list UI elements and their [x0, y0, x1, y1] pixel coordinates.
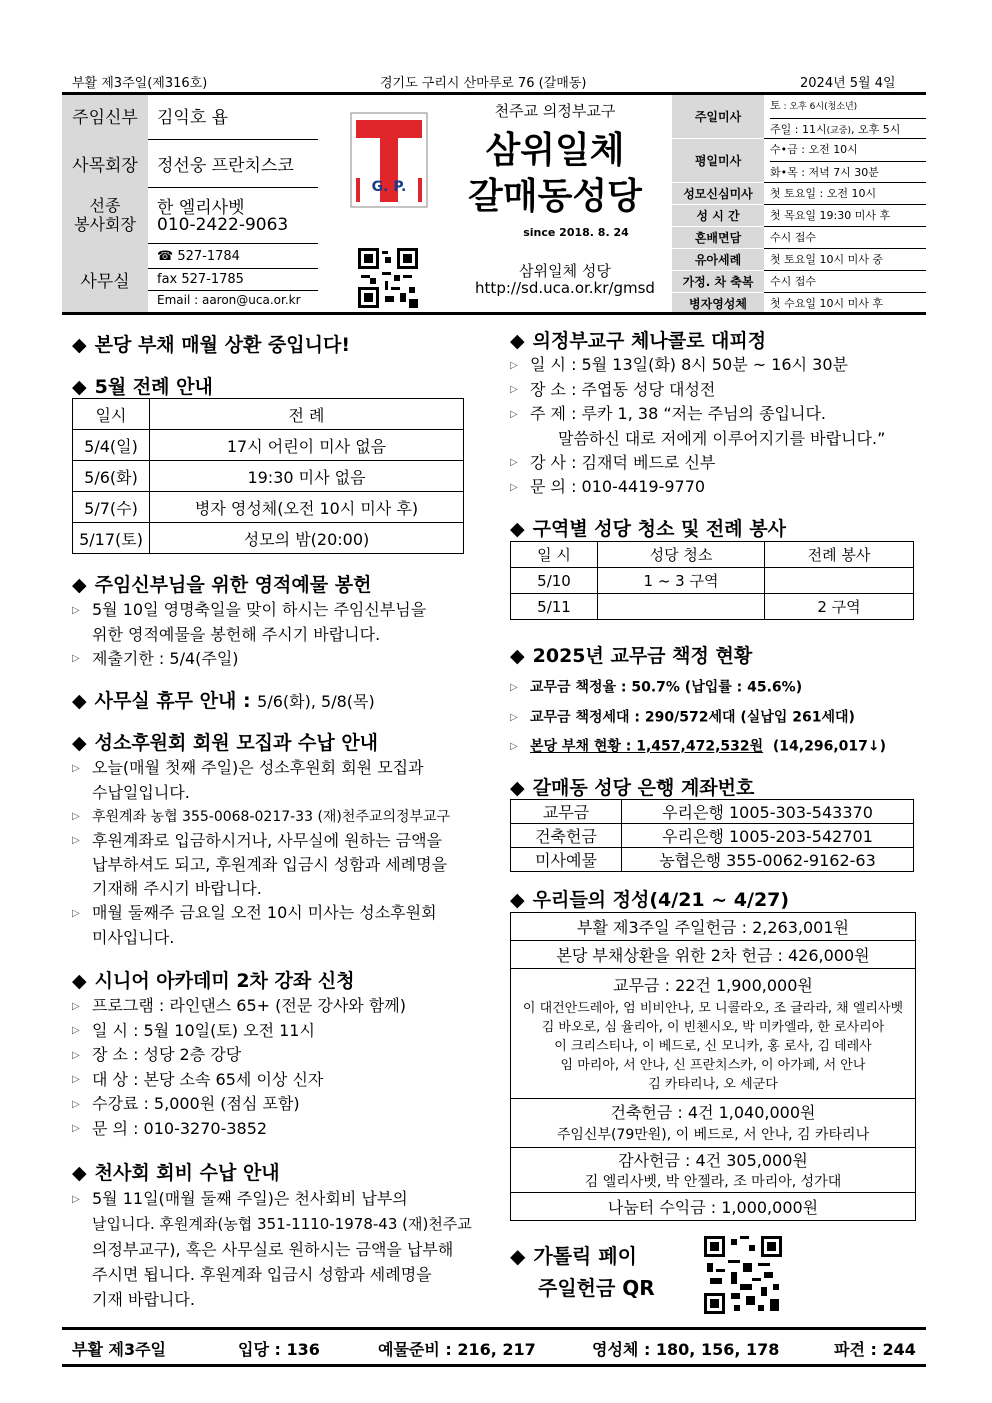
divider	[148, 243, 318, 244]
schedule-value	[770, 249, 926, 271]
footer-label: 부활 제3주일	[72, 1340, 166, 1359]
bank-table	[510, 799, 914, 872]
donor-line: 이 크리스티나, 이 베드로, 신 모니카, 홍 로사, 김 데레사	[554, 1039, 872, 1054]
triangle-bullet-icon: ▷	[72, 1098, 80, 1110]
list-item-text: 납부하셔도 되고, 후원계좌 입금시 성함과 세례명을	[92, 855, 448, 874]
table-cell: 5/10	[511, 568, 598, 594]
donor-line: 주임신부(79만원), 이 베드로, 서 안나, 김 카타리나	[556, 1127, 870, 1143]
triangle-bullet-icon: ▷	[72, 835, 80, 846]
table-cell: 미사예물	[511, 848, 622, 872]
diamond-bullet-icon: ◆	[72, 334, 87, 356]
list-item	[510, 475, 926, 500]
triangle-bullet-icon: ▷	[510, 741, 518, 752]
section-title: 우리들의 정성(4/21 ~ 4/27)	[532, 889, 790, 911]
schedule-note: (교중)	[826, 126, 851, 136]
table-cell: 건축헌금	[511, 824, 622, 848]
section-title: 사무실 휴무 안내 :	[94, 690, 251, 712]
debt-status: 본당 부채 현황 : 1,457,472,532원	[530, 738, 764, 755]
schedule-label: 유아세례	[672, 249, 764, 270]
list-item	[72, 1068, 502, 1093]
site-name: 삼위일체 성당	[519, 262, 611, 280]
donor-line: 김 엘리사벳, 박 안젤라, 조 마리아, 성가대	[584, 1174, 842, 1190]
schedule-label: 병자영성체	[672, 293, 764, 313]
site-url[interactable]: http://sd.uca.or.kr/gmsd	[475, 279, 655, 297]
section-title: 의정부교구 체나콜로 대피정	[532, 330, 767, 352]
schedule-line	[770, 205, 926, 227]
list-item-text: 기재 바랍니다.	[92, 1290, 195, 1309]
schedule-line	[770, 293, 926, 314]
divider	[148, 187, 318, 188]
schedule-line	[770, 161, 926, 184]
table-cell: 2 구역	[765, 594, 914, 620]
bulletin-date: 2024년 5월 4일	[800, 76, 896, 91]
table-cell: 병자 영성체(오전 10시 미사 후)	[150, 492, 464, 523]
office-email[interactable]: Email : aaron@uca.or.kr	[157, 293, 301, 307]
section-vocation	[72, 728, 378, 755]
table-row	[511, 969, 916, 1099]
list-item-text: 후원계좌로 입금하시거나, 사무실에 원하는 금액을	[92, 830, 443, 850]
triangle-bullet-icon: ▷	[510, 384, 518, 395]
schedule-value	[770, 227, 926, 249]
table-cell: 5/7(수)	[73, 492, 150, 523]
section-liturgy	[72, 372, 213, 399]
divider	[148, 268, 318, 269]
diamond-bullet-icon: ◆	[510, 330, 525, 352]
table-row	[511, 1148, 916, 1193]
section-bank	[510, 773, 754, 800]
table-cell: 우리은행 1005-203-542701	[622, 824, 914, 848]
church-logo-icon	[350, 112, 428, 208]
schedule-value	[770, 205, 926, 227]
list-item-text: 수강료 : 5,000원 (점심 포함)	[92, 1094, 300, 1113]
donor-line: 김 카타리나, 오 세군다	[648, 1077, 778, 1092]
triangle-bullet-icon: ▷	[72, 907, 80, 919]
service-label-line: 선종	[89, 196, 121, 215]
table-row	[73, 430, 464, 461]
footer-top-rule	[62, 1327, 926, 1330]
list-item-text: 일 시 : 5월 13일(화) 8시 50분 ~ 16시 30분	[530, 355, 848, 374]
table-cell: 우리은행 1005-303-543370	[622, 800, 914, 824]
staff-block	[62, 95, 318, 312]
table-cell: 5/4(일)	[73, 430, 150, 461]
list-item-text: 주시면 됩니다. 후원계좌 입금시 성함과 세례명을	[92, 1265, 432, 1284]
table-row	[511, 941, 916, 969]
table-row	[73, 492, 464, 523]
schedule-line	[770, 227, 926, 249]
diamond-bullet-icon: ◆	[510, 518, 525, 540]
triangle-bullet-icon: ▷	[72, 653, 80, 664]
sunday-offering: 부활 제3주일 주일헌금 : 2,263,001원	[511, 913, 916, 941]
schedule-text: (청소년)	[824, 102, 858, 112]
table-cell: 성모의 밤(20:00)	[150, 523, 464, 554]
qr-code-icon[interactable]	[358, 248, 418, 308]
section-senior-academy	[72, 966, 355, 993]
schedule-text: 토	[770, 99, 781, 112]
debt-reduction: (14,296,017↓)	[772, 738, 886, 755]
schedule-text: 수•금 : 오전 10시	[770, 143, 858, 156]
triangle-bullet-icon: ▷	[72, 1049, 80, 1061]
triangle-bullet-icon: ▷	[72, 762, 80, 774]
list-item-text: 교무금 책정세대 : 290/572세대 (실납입 261세대)	[530, 709, 855, 725]
table-row	[511, 913, 916, 941]
schedule-text: 첫 토요일 10시 미사 중	[770, 253, 883, 266]
table-cell: 5/11	[511, 594, 598, 620]
second-collection: 본당 부채상환을 위한 2차 헌금 : 426,000원	[511, 941, 916, 969]
list-item	[510, 402, 926, 427]
triangle-bullet-icon: ▷	[510, 359, 518, 371]
schedule-label: 혼배면담	[672, 227, 764, 248]
schedule-line	[770, 271, 926, 293]
liturgy-table	[72, 398, 464, 554]
schedule-value	[770, 293, 926, 314]
list-item-text: 대 상 : 본당 소속 65세 이상 신자	[92, 1069, 324, 1089]
list-item-text: 매월 둘째주 금요일 오전 10시 미사는 성소후원회	[92, 903, 437, 922]
list-item	[72, 1186, 502, 1212]
footer-dismissal: 파견 : 244	[834, 1340, 916, 1359]
list-item-text: 의정부교구), 혹은 사무실로 원하시는 금액을 납부해	[92, 1240, 454, 1259]
building-total: 건축헌금 : 4건 1,040,000원	[610, 1103, 816, 1122]
schedule-label: 성 시 간	[672, 205, 764, 226]
list-item	[72, 756, 502, 781]
list-item-text: 5월 10일 영명축일을 맞이 하시는 주임신부님을	[92, 600, 427, 619]
list-item	[72, 829, 502, 854]
diamond-bullet-icon: ◆	[72, 970, 87, 992]
office-closed-dates: 5/6(화), 5/8(목)	[257, 692, 375, 711]
list-item-text: 문 의 : 010-4419-9770	[530, 477, 706, 496]
list-item-text: 강 사 : 김재덕 베드로 신부	[530, 452, 716, 472]
table-header-row	[511, 542, 914, 568]
thanks-total: 감사헌금 : 4건 305,000원	[618, 1151, 808, 1170]
section-cleaning	[510, 514, 786, 541]
triangle-bullet-icon: ▷	[510, 711, 518, 723]
list-item	[72, 647, 492, 672]
list-item	[510, 673, 930, 703]
list-item-text: 일 시 : 5월 10일(토) 오전 11시	[92, 1020, 315, 1040]
schedule-text: , 오후 5시	[851, 123, 901, 136]
table-cell: 1 ~ 3 구역	[598, 568, 765, 594]
table-header: 일시	[73, 399, 150, 430]
diamond-bullet-icon: ◆	[510, 889, 525, 911]
triangle-bullet-icon: ▷	[510, 481, 518, 493]
section-title: 성소후원회 회원 모집과 수납 안내	[94, 732, 379, 754]
divider	[148, 290, 318, 291]
pastor-label: 주임신부	[72, 108, 138, 128]
section-title: 시니어 아카데미 2차 강좌 신청	[94, 970, 355, 992]
list-item	[510, 703, 930, 733]
footer-entrance: 입당 : 136	[238, 1340, 320, 1359]
kyomu-total: 교무금 : 22건 1,900,000원	[613, 976, 813, 995]
table-header: 일 시	[511, 542, 598, 568]
triangle-bullet-icon: ▷	[72, 1123, 80, 1134]
triangle-bullet-icon: ▷	[72, 1000, 80, 1012]
schedule-line	[770, 249, 926, 271]
diamond-bullet-icon: ◆	[510, 1244, 526, 1268]
bulletin-issue: 부활 제3주일(제316호)	[72, 76, 208, 91]
schedule-value	[770, 95, 926, 139]
table-header-row	[73, 399, 464, 430]
schedule-text: 수시 접수	[770, 231, 817, 244]
footer-communion: 영성체 : 180, 156, 178	[592, 1340, 780, 1359]
diamond-bullet-icon: ◆	[510, 777, 525, 799]
list-item-text: 오늘(매월 첫째 주일)은 성소후원회 회원 모집과	[92, 758, 424, 777]
schedule-value	[770, 271, 926, 293]
section-title: 본당 부채 매월 상환 중입니다!	[94, 334, 350, 356]
cleaning-table	[510, 541, 914, 620]
diamond-bullet-icon: ◆	[72, 376, 87, 398]
angel-society-text	[72, 1186, 502, 1312]
table-row	[511, 824, 914, 848]
schedule-text: 첫 토요일 : 오전 10시	[770, 187, 877, 200]
list-item-text: 후원계좌 농협 355-0068-0217-33 (재)천주교의정부교구	[92, 808, 451, 825]
office-fax: fax 527-1785	[157, 272, 244, 287]
triangle-bullet-icon: ▷	[72, 604, 80, 616]
table-cell	[765, 568, 914, 594]
list-item-text: 문 의 : 010-3270-3852	[92, 1118, 268, 1138]
spiritual-gift-list	[72, 598, 492, 671]
table-cell: 교무금	[511, 800, 622, 824]
diamond-bullet-icon: ◆	[72, 690, 87, 712]
schedule-text: 화•목 : 저녁 7시 30분	[770, 166, 879, 179]
section-title: 천사회 회비 수납 안내	[94, 1162, 280, 1184]
triangle-bullet-icon: ▷	[72, 1194, 80, 1205]
schedule-label: 가정. 차 축복	[672, 271, 764, 292]
council-label: 사목회장	[72, 156, 138, 176]
table-header: 전례 봉사	[765, 542, 914, 568]
section-title: 갈매동 성당 은행 계좌번호	[532, 777, 755, 799]
list-item-text: 수납일입니다.	[92, 782, 190, 802]
kyomu-list	[510, 673, 930, 762]
schedule-value	[770, 139, 926, 183]
schedule-line	[770, 183, 926, 205]
section-kyomu	[510, 641, 752, 668]
founded-date: since 2018. 8. 24	[523, 226, 629, 239]
list-item-text: 장 소 : 주엽동 성당 대성전	[530, 379, 716, 399]
thanks-cell	[511, 1148, 916, 1193]
catholic-pay	[510, 1240, 637, 1269]
service-phone: 010-2422-9063	[157, 215, 289, 235]
schedule-line	[770, 95, 926, 118]
list-item	[72, 805, 502, 829]
table-cell: 17시 어린이 미사 없음	[150, 430, 464, 461]
triangle-bullet-icon: ▷	[72, 1074, 80, 1085]
table-row	[511, 568, 914, 594]
section-title: 2025년 교무금 책정 현황	[532, 645, 753, 667]
office-tel: ☎ 527-1784	[157, 249, 240, 264]
section-title: 5월 전례 안내	[94, 376, 213, 398]
table-cell: 19:30 미사 없음	[150, 461, 464, 492]
diocese: 천주교 의정부교구	[494, 102, 616, 120]
section-angel-society	[72, 1158, 280, 1185]
retreat-list	[510, 353, 926, 500]
table-row	[73, 461, 464, 492]
schedule-line	[770, 139, 926, 161]
triangle-bullet-icon: ▷	[72, 810, 80, 822]
table-row	[511, 1193, 916, 1221]
table-header: 전 례	[150, 399, 464, 430]
logo-letters: G. P.	[371, 179, 407, 195]
list-item	[72, 1019, 502, 1044]
list-item-text: 제출기한 : 5/4(주일)	[92, 648, 239, 668]
table-cell	[598, 594, 765, 620]
donor-line: 김 바오로, 심 율리아, 이 빈첸시오, 박 미카엘라, 한 로사리아	[541, 1020, 885, 1035]
schedule-note: : 오후 6시	[780, 102, 825, 112]
list-item-text: 날입니다. 후원계좌(농협 351-1110-1978-43 (재)천주교	[92, 1215, 472, 1233]
list-item	[510, 732, 930, 762]
schedule-text: 주일 : 11시	[770, 123, 827, 136]
table-row	[511, 594, 914, 620]
schedule-text: 첫 수요일 10시 미사 후	[770, 297, 883, 310]
diamond-bullet-icon: ◆	[72, 1162, 87, 1184]
schedule-text: 수시 접수	[770, 275, 817, 288]
header-bottom-rule	[62, 312, 926, 315]
table-cell: 5/17(토)	[73, 523, 150, 554]
section-spiritual-gift	[72, 570, 371, 597]
list-item-text: 말씀하신 대로 저에게 이루어지기를 바랍니다.”	[558, 428, 886, 448]
section-title: 주임신부님을 위한 영적예물 봉헌	[94, 574, 372, 596]
sharing-income: 나눔터 수익금 : 1,000,000원	[511, 1193, 916, 1221]
list-item-text: 프로그램 : 라인댄스 65+ (전문 강사와 함께)	[92, 996, 406, 1015]
list-item-text: 5월 11일(매월 둘째 주일)은 천사회비 납부의	[92, 1189, 408, 1208]
footer-offertory: 예물준비 : 216, 217	[378, 1340, 536, 1359]
table-header: 성당 청소	[598, 542, 765, 568]
list-item-text: 장 소 : 성당 2층 강당	[92, 1045, 242, 1064]
list-item-text: 미사입니다.	[92, 927, 175, 947]
list-item	[510, 451, 926, 476]
section-title: 구역별 성당 청소 및 전례 봉사	[532, 518, 786, 540]
section-retreat	[510, 326, 766, 353]
church-name-2: 갈매동성당	[468, 176, 642, 217]
table-row	[511, 800, 914, 824]
section-debt	[72, 330, 350, 357]
schedule-text: 첫 목요일 19:30 미사 후	[770, 209, 891, 222]
donor-line: 이 대건안드레아, 엄 비비안나, 모 니콜라오, 조 글라라, 채 엘리사벳	[522, 1001, 904, 1016]
section-offerings	[510, 885, 789, 912]
service-label-line: 봉사회장	[74, 215, 136, 234]
triangle-bullet-icon: ▷	[510, 408, 518, 420]
pastor-name: 김익호 욥	[157, 108, 229, 128]
list-item	[72, 994, 502, 1019]
list-item-text: 주 제 : 루카 1, 38 “저는 주님의 종입니다.	[530, 404, 827, 423]
table-row	[511, 1099, 916, 1148]
list-item-text: 교무금 책정율 : 50.7% (납입률 : 45.6%)	[530, 679, 803, 696]
schedule-label: 주일미사	[672, 95, 764, 138]
kyomu-cell	[511, 969, 916, 1099]
pay-line-2: 주일헌금 QR	[538, 1276, 655, 1300]
list-item	[72, 1117, 502, 1142]
council-name: 정선웅 프란치스코	[157, 156, 294, 176]
offerings-table	[510, 912, 916, 1221]
church-name-1: 삼위일체	[485, 130, 625, 171]
triangle-bullet-icon: ▷	[510, 682, 518, 693]
footer-bottom-rule	[62, 1364, 926, 1367]
list-item	[510, 378, 926, 403]
divider	[148, 139, 318, 140]
schedule-label: 성모신심미사	[672, 183, 764, 204]
building-cell	[511, 1099, 916, 1148]
pay-line-1: 가톨릭 페이	[533, 1244, 637, 1268]
schedule-value	[770, 183, 926, 205]
diamond-bullet-icon: ◆	[510, 645, 525, 667]
vocation-list	[72, 756, 502, 950]
list-item	[72, 598, 492, 623]
table-cell: 농협은행 355-0062-9162-63	[622, 848, 914, 872]
triangle-bullet-icon: ▷	[72, 1025, 80, 1036]
triangle-bullet-icon: ▷	[510, 457, 518, 468]
diamond-bullet-icon: ◆	[72, 732, 87, 754]
qr-code-icon[interactable]	[704, 1236, 782, 1314]
church-address: 경기도 구리시 산마루로 76 (갈매동)	[380, 76, 587, 91]
office-label: 사무실	[80, 272, 130, 292]
service-name: 한 엘리사벳	[157, 198, 245, 218]
donor-line: 임 마리아, 서 안나, 신 프란치스카, 이 아가페, 서 안나	[560, 1058, 866, 1073]
senior-academy-list	[72, 994, 502, 1141]
table-row	[73, 523, 464, 554]
diamond-bullet-icon: ◆	[72, 574, 87, 596]
list-item	[510, 353, 926, 378]
section-office-closed	[72, 686, 375, 713]
list-item-text: 기재해 주시기 바랍니다.	[92, 879, 262, 898]
list-item	[72, 901, 502, 926]
list-item	[72, 1092, 502, 1117]
service-label	[62, 196, 148, 234]
list-item	[72, 1043, 502, 1068]
table-cell: 5/6(화)	[73, 461, 150, 492]
table-row	[511, 848, 914, 872]
schedule-label: 평일미사	[672, 139, 764, 182]
list-item-text: 위한 영적예물을 봉헌해 주시기 바랍니다.	[92, 624, 381, 644]
